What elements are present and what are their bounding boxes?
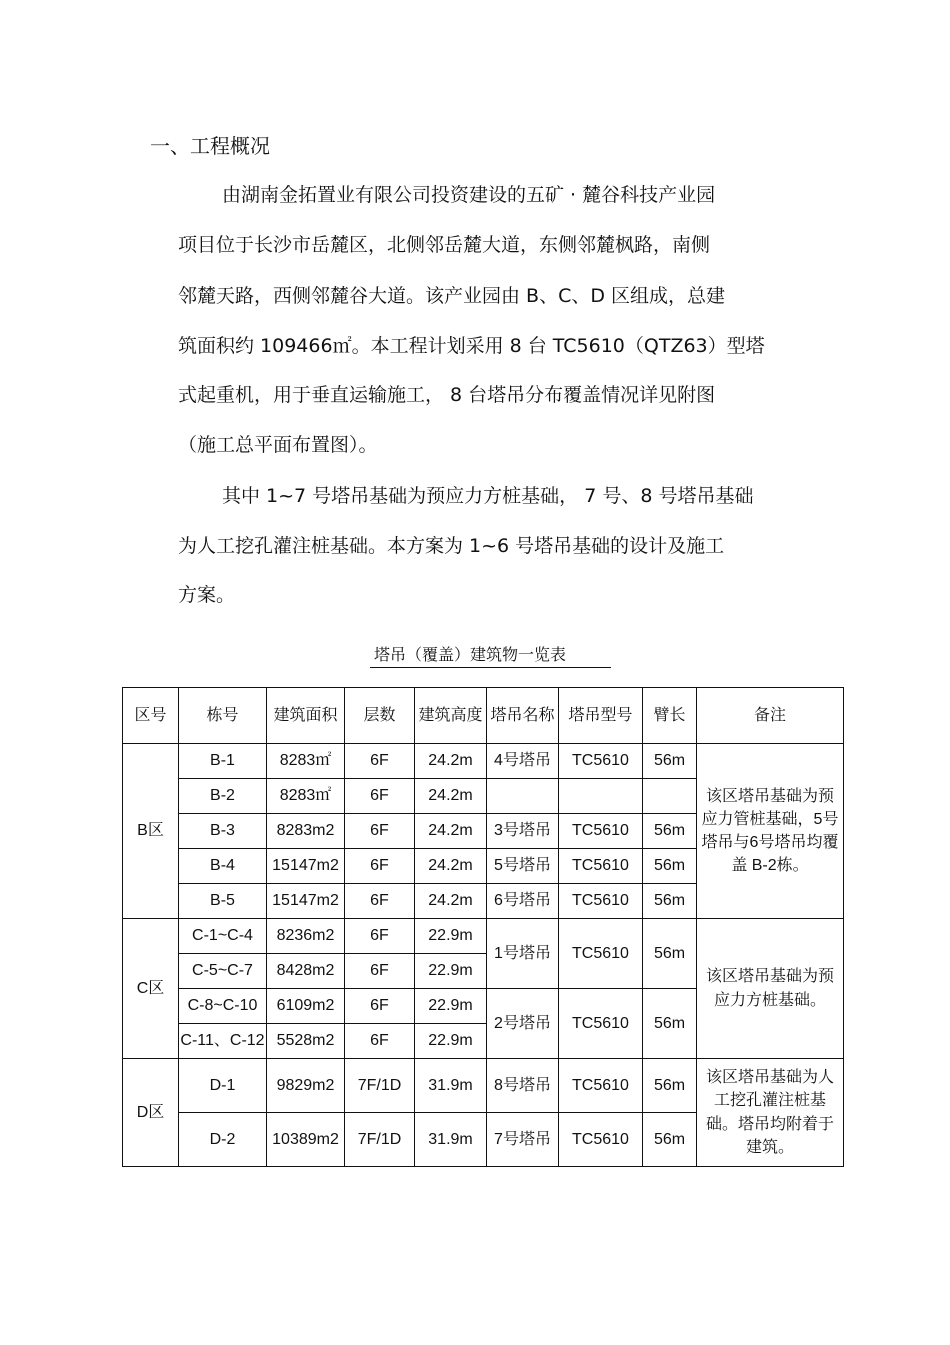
arm-cell: 56m <box>643 884 697 919</box>
crane-cell: 4号塔吊 <box>487 744 559 779</box>
paragraph-line: 由湖南金拓置业有限公司投资建设的五矿 · 麓谷科技产业园 <box>222 184 716 206</box>
paragraph-line: 式起重机，用于垂直运输施工， 8 台塔吊分布覆盖情况详见附图 <box>178 384 716 406</box>
model-cell: TC5610 <box>559 744 643 779</box>
floors-cell: 6F <box>345 744 415 779</box>
paragraph-line: 方案。 <box>178 584 236 606</box>
header-cell: 备注 <box>697 688 844 744</box>
height-cell: 31.9m <box>415 1059 487 1113</box>
model-cell: TC5610 <box>559 1113 643 1167</box>
header-cell: 建筑高度 <box>415 688 487 744</box>
note-cell: 该区塔吊基础为预应力方桩基础。 <box>697 919 844 1059</box>
arm-cell: 56m <box>643 1059 697 1113</box>
header-cell: 塔吊型号 <box>559 688 643 744</box>
model-cell <box>559 779 643 814</box>
floors-cell: 6F <box>345 849 415 884</box>
height-cell: 24.2m <box>415 744 487 779</box>
model-cell: TC5610 <box>559 919 643 989</box>
building-cell: C-5~C-7 <box>179 954 267 989</box>
header-cell: 建筑面积 <box>267 688 345 744</box>
model-cell: TC5610 <box>559 814 643 849</box>
floors-cell: 6F <box>345 919 415 954</box>
floors-cell: 7F/1D <box>345 1059 415 1113</box>
floors-cell: 6F <box>345 884 415 919</box>
crane-table <box>122 687 844 1167</box>
height-cell: 24.2m <box>415 779 487 814</box>
model-cell: TC5610 <box>559 884 643 919</box>
crane-cell: 6号塔吊 <box>487 884 559 919</box>
zone-cell: B区 <box>123 744 179 919</box>
building-cell: B-5 <box>179 884 267 919</box>
zone-cell: D区 <box>123 1059 179 1167</box>
table-row <box>123 744 844 779</box>
building-cell: B-1 <box>179 744 267 779</box>
crane-cell: 8号塔吊 <box>487 1059 559 1113</box>
crane-cell: 1号塔吊 <box>487 919 559 989</box>
model-cell: TC5610 <box>559 989 643 1059</box>
area-cell: 9829m2 <box>267 1059 345 1113</box>
arm-cell: 56m <box>643 919 697 989</box>
height-cell: 22.9m <box>415 919 487 954</box>
crane-cell: 2号塔吊 <box>487 989 559 1059</box>
building-cell: D-2 <box>179 1113 267 1167</box>
note-cell: 该区塔吊基础为人工挖孔灌注桩基础。塔吊均附着于建筑。 <box>697 1059 844 1167</box>
crane-cell <box>487 779 559 814</box>
table-header-row <box>123 688 844 744</box>
height-cell: 24.2m <box>415 884 487 919</box>
arm-cell: 56m <box>643 1113 697 1167</box>
floors-cell: 6F <box>345 779 415 814</box>
height-cell: 22.9m <box>415 954 487 989</box>
zone-cell: C区 <box>123 919 179 1059</box>
floors-cell: 6F <box>345 954 415 989</box>
crane-cell: 7号塔吊 <box>487 1113 559 1167</box>
building-cell: C-11、C-12 <box>179 1024 267 1059</box>
header-cell: 区号 <box>123 688 179 744</box>
table-row <box>123 919 844 954</box>
height-cell: 24.2m <box>415 814 487 849</box>
area-cell: 8236m2 <box>267 919 345 954</box>
area-cell: 8428m2 <box>267 954 345 989</box>
height-cell: 24.2m <box>415 849 487 884</box>
section-heading: 一、工程概况 <box>150 134 270 158</box>
building-cell: C-8~C-10 <box>179 989 267 1024</box>
paragraph-line: 其中 1~7 号塔吊基础为预应力方桩基础， 7 号、8 号塔吊基础 <box>222 485 754 507</box>
height-cell: 31.9m <box>415 1113 487 1167</box>
height-cell: 22.9m <box>415 1024 487 1059</box>
area-cell: 15147m2 <box>267 884 345 919</box>
floors-cell: 6F <box>345 989 415 1024</box>
height-cell: 22.9m <box>415 989 487 1024</box>
table-caption: 塔吊（覆盖）建筑物一览表 <box>370 642 611 668</box>
building-cell: B-3 <box>179 814 267 849</box>
crane-cell: 3号塔吊 <box>487 814 559 849</box>
building-cell: B-2 <box>179 779 267 814</box>
building-cell: C-1~C-4 <box>179 919 267 954</box>
floors-cell: 7F/1D <box>345 1113 415 1167</box>
floors-cell: 6F <box>345 1024 415 1059</box>
header-cell: 栋号 <box>179 688 267 744</box>
arm-cell <box>643 779 697 814</box>
building-cell: D-1 <box>179 1059 267 1113</box>
area-cell: 6109m2 <box>267 989 345 1024</box>
building-cell: B-4 <box>179 849 267 884</box>
area-cell: 10389m2 <box>267 1113 345 1167</box>
paragraph-line: 筑面积约 109466㎡。本工程计划采用 8 台 TC5610（QTZ63）型塔 <box>178 335 765 357</box>
floors-cell: 6F <box>345 814 415 849</box>
crane-cell: 5号塔吊 <box>487 849 559 884</box>
paragraph-line: 为人工挖孔灌注桩基础。本方案为 1~6 号塔吊基础的设计及施工 <box>178 535 725 557</box>
paragraph-line: （施工总平面布置图）。 <box>178 434 378 456</box>
model-cell: TC5610 <box>559 1059 643 1113</box>
area-cell: 8283㎡ <box>267 779 345 814</box>
area-cell: 15147m2 <box>267 849 345 884</box>
arm-cell: 56m <box>643 744 697 779</box>
note-cell: 该区塔吊基础为预应力管桩基础，5号塔吊与6号塔吊均覆盖 B-2栋。 <box>697 744 844 919</box>
table-row <box>123 1059 844 1113</box>
area-cell: 8283m2 <box>267 814 345 849</box>
header-cell: 塔吊名称 <box>487 688 559 744</box>
paragraph-line: 项目位于长沙市岳麓区，北侧邻岳麓大道，东侧邻麓枫路，南侧 <box>178 234 711 256</box>
model-cell: TC5610 <box>559 849 643 884</box>
arm-cell: 56m <box>643 814 697 849</box>
header-cell: 层数 <box>345 688 415 744</box>
arm-cell: 56m <box>643 989 697 1059</box>
area-cell: 5528m2 <box>267 1024 345 1059</box>
arm-cell: 56m <box>643 849 697 884</box>
paragraph-line: 邻麓天路，西侧邻麓谷大道。该产业园由 B、C、D 区组成，总建 <box>178 285 726 307</box>
area-cell: 8283㎡ <box>267 744 345 779</box>
header-cell: 臂长 <box>643 688 697 744</box>
